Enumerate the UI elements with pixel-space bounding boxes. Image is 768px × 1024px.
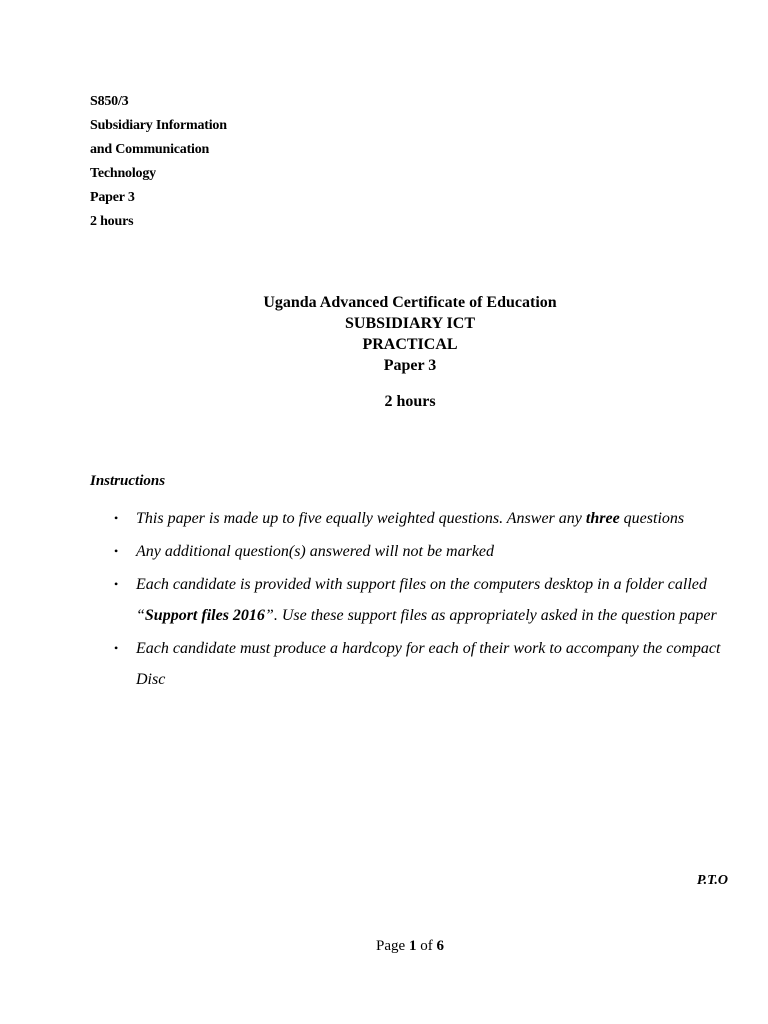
bullet-icon: • bbox=[114, 577, 119, 591]
instruction-item bbox=[110, 503, 730, 534]
subject-line-2: and Communication bbox=[90, 142, 210, 157]
instruction-text: Each candidate must produce a hardcopy for each of their work to accompany the compact Disc bbox=[136, 640, 721, 688]
page-prefix: Page bbox=[376, 938, 409, 954]
please-turn-over: P.T.O bbox=[696, 873, 728, 888]
subject-title: SUBSIDIARY ICT bbox=[345, 315, 475, 332]
instruction-text: This paper is made up to five equally weighted questions. Answer any bbox=[136, 510, 586, 527]
instruction-text: Any additional question(s) answered will not be marked bbox=[136, 543, 495, 560]
exam-type: PRACTICAL bbox=[362, 336, 458, 353]
paper-code: S850/3 bbox=[90, 94, 129, 109]
bullet-icon: • bbox=[114, 511, 119, 525]
paper-number: Paper 3 bbox=[90, 190, 135, 205]
instruction-emphasis: three bbox=[585, 510, 620, 527]
instructions-heading: Instructions bbox=[90, 473, 166, 489]
instruction-emphasis: Support files 2016 bbox=[144, 607, 265, 624]
page-number bbox=[0, 938, 768, 955]
instruction-item bbox=[110, 536, 730, 567]
instruction-text: Each candidate is provided with support files on the computers desktop in a folder called “ bbox=[136, 576, 707, 624]
instruction-text-end: questions bbox=[619, 510, 685, 527]
instruction-list bbox=[110, 503, 730, 697]
page-current: 1 bbox=[408, 938, 417, 954]
subject-line-3: Technology bbox=[90, 166, 156, 181]
paper-header bbox=[90, 90, 227, 234]
exam-title bbox=[0, 292, 768, 412]
bullet-icon: • bbox=[114, 544, 119, 558]
page-total: 6 bbox=[436, 938, 444, 954]
exam-board-title: Uganda Advanced Certificate of Education bbox=[263, 294, 557, 311]
exam-duration: 2 hours bbox=[384, 393, 436, 410]
paper-title: Paper 3 bbox=[383, 357, 437, 374]
page-of: of bbox=[416, 938, 437, 954]
subject-line-1: Subsidiary Information bbox=[90, 118, 227, 133]
instruction-text-end: ”. Use these support files as appropriately asked in the question paper bbox=[264, 607, 717, 624]
paper-duration: 2 hours bbox=[90, 214, 134, 229]
instruction-item bbox=[110, 633, 730, 695]
instruction-item bbox=[110, 569, 730, 631]
bullet-icon: • bbox=[114, 641, 119, 655]
